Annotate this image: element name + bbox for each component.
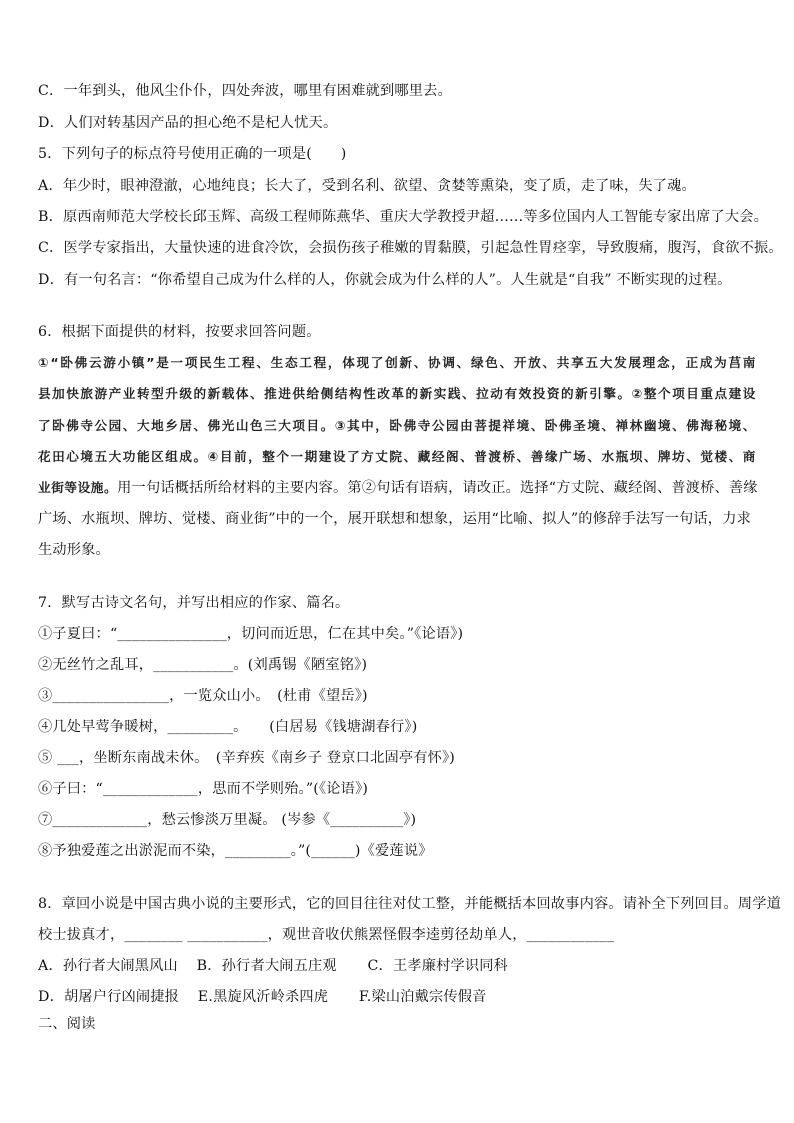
q8-option-c: C．王孝廉村学识同科 — [367, 958, 509, 974]
q5-option-a: A．年少时，眼神澄澈，心地纯良；长大了，受到名利、欲望、贪婪等熏染，变了质，走了味，失了魂。 — [38, 178, 696, 194]
q5-option-b: B．原西南师范大学校长邱玉辉、高级工程师陈燕华、重庆大学教授尹超……等多位国内人工智能专家出席了大会。 — [38, 209, 769, 225]
q8-option-d: D．胡屠户行凶闹捷报 — [38, 989, 180, 1005]
q6-mixed-line — [38, 479, 756, 497]
q6-task-line-2: 广场、水瓶坝、牌坊、觉楼、商业街”中的一个，展开联想和想象，运用“比喻、拟人”的修辞手法写一句话，力求 — [38, 511, 751, 527]
q6-material-line-4: 花田心境五大功能区组成。④目前，整个一期建设了方丈院、藏经阁、普渡桥、善缘广场、水瓶坝、牌坊、觉楼、商 — [38, 449, 756, 464]
q6-stem: 6．根据下面提供的材料，按要求回答问题。 — [38, 324, 321, 340]
q7-item-8: ⑧予独爱莲之出淤泥而不染，_________。”(______)《爱莲说》 — [38, 843, 433, 859]
q7-item-5: ⑤ ___，坐断东南战未休。 (辛弃疾《南乡子 登京口北固亭有怀》) — [38, 750, 456, 766]
section-title-reading: 二、阅读 — [38, 1016, 96, 1032]
q8-options-row-1 — [38, 957, 756, 975]
q8-stem-line-2: 校士拔真才，________ ___________，观世音收伏熊罴怪假李逵剪径劫单人，____________ — [38, 927, 615, 943]
q8-options-row-2 — [38, 988, 756, 1006]
q6-material-end: 业街等设施。 — [38, 480, 118, 495]
q6-material-line-1: ①“卧佛云游小镇”是一项民生工程、生态工程，体现了创新、协调、绿色、开放、共享五大发展理念，正成为莒南 — [38, 355, 756, 370]
q8-option-e: E.黑旋风沂岭杀四虎 — [197, 989, 329, 1005]
q6-material-line-3: 了卧佛寺公园、大地乡居、佛光山色三大项目。③其中，卧佛寺公园由菩提祥境、卧佛圣境、禅林幽境、佛海秘境、 — [38, 418, 756, 433]
q7-item-6: ⑥子曰：“_____________，思而不学则殆。”(《论语》) — [38, 781, 369, 797]
q8-option-a: A．孙行者大闹黑风山 — [38, 958, 178, 974]
q8-option-f: F.梁山泊戴宗传假音 — [358, 989, 487, 1005]
q8-stem-line-1: 8．章回小说是中国古典小说的主要形式，它的回目往往对仗工整，并能概括本回故事内容。请补全下列回目。周学道 — [38, 896, 781, 912]
q8-option-b: B．孙行者大闹五庄观 — [196, 958, 337, 974]
q7-item-7: ⑦_____________，愁云惨淡万里凝。 (岑参《__________》) — [38, 812, 417, 828]
q4-option-d: D．人们对转基因产品的担心绝不是杞人忧天。 — [38, 115, 338, 131]
q7-item-2: ②无丝竹之乱耳，___________。(刘禹锡《陋室铭》) — [38, 657, 368, 673]
q7-item-4: ④几处早莺争暖树，_________。 (白居易《钱塘湖春行》) — [38, 719, 418, 735]
q6-task-line-3: 生动形象。 — [38, 542, 110, 558]
q7-item-3: ③________________，一览众山小。 (杜甫《望岳》) — [38, 688, 368, 704]
q7-stem: 7．默写古诗文名句，并写出相应的作家、篇名。 — [38, 595, 350, 611]
q5-option-c: C．医学专家指出，大量快速的进食冷饮，会损伤孩子稚嫩的胃黏膜，引起急性胃痉挛，导致腹痛，腹泻，食欲不振。 — [38, 240, 783, 256]
q7-item-1: ①子夏曰：“_______________，切问而近思，仁在其中矣。”《论语》) — [38, 626, 464, 642]
q6-task-line-1: 用一句话概括所给材料的主要内容。第②句话有语病，请改正。选择“方丈院、藏经阁、普渡桥、善缘 — [117, 480, 758, 496]
q5-stem: 5．下列句子的标点符号使用正确的一项是( ) — [38, 146, 347, 162]
q4-option-c: C．一年到头，他风尘仆仆，四处奔波，哪里有困难就到哪里去。 — [38, 83, 452, 99]
q6-material-line-2: 县加快旅游产业转型升级的新载体、推进供给侧结构性改革的新实践、拉动有效投资的新引擎。②整个项目重点建设 — [38, 386, 756, 401]
q5-option-d: D．有一句名言：“你希望自己成为什么样的人，你就会成为什么样的人”。人生就是“自我” 不断实现的过程。 — [38, 272, 732, 288]
